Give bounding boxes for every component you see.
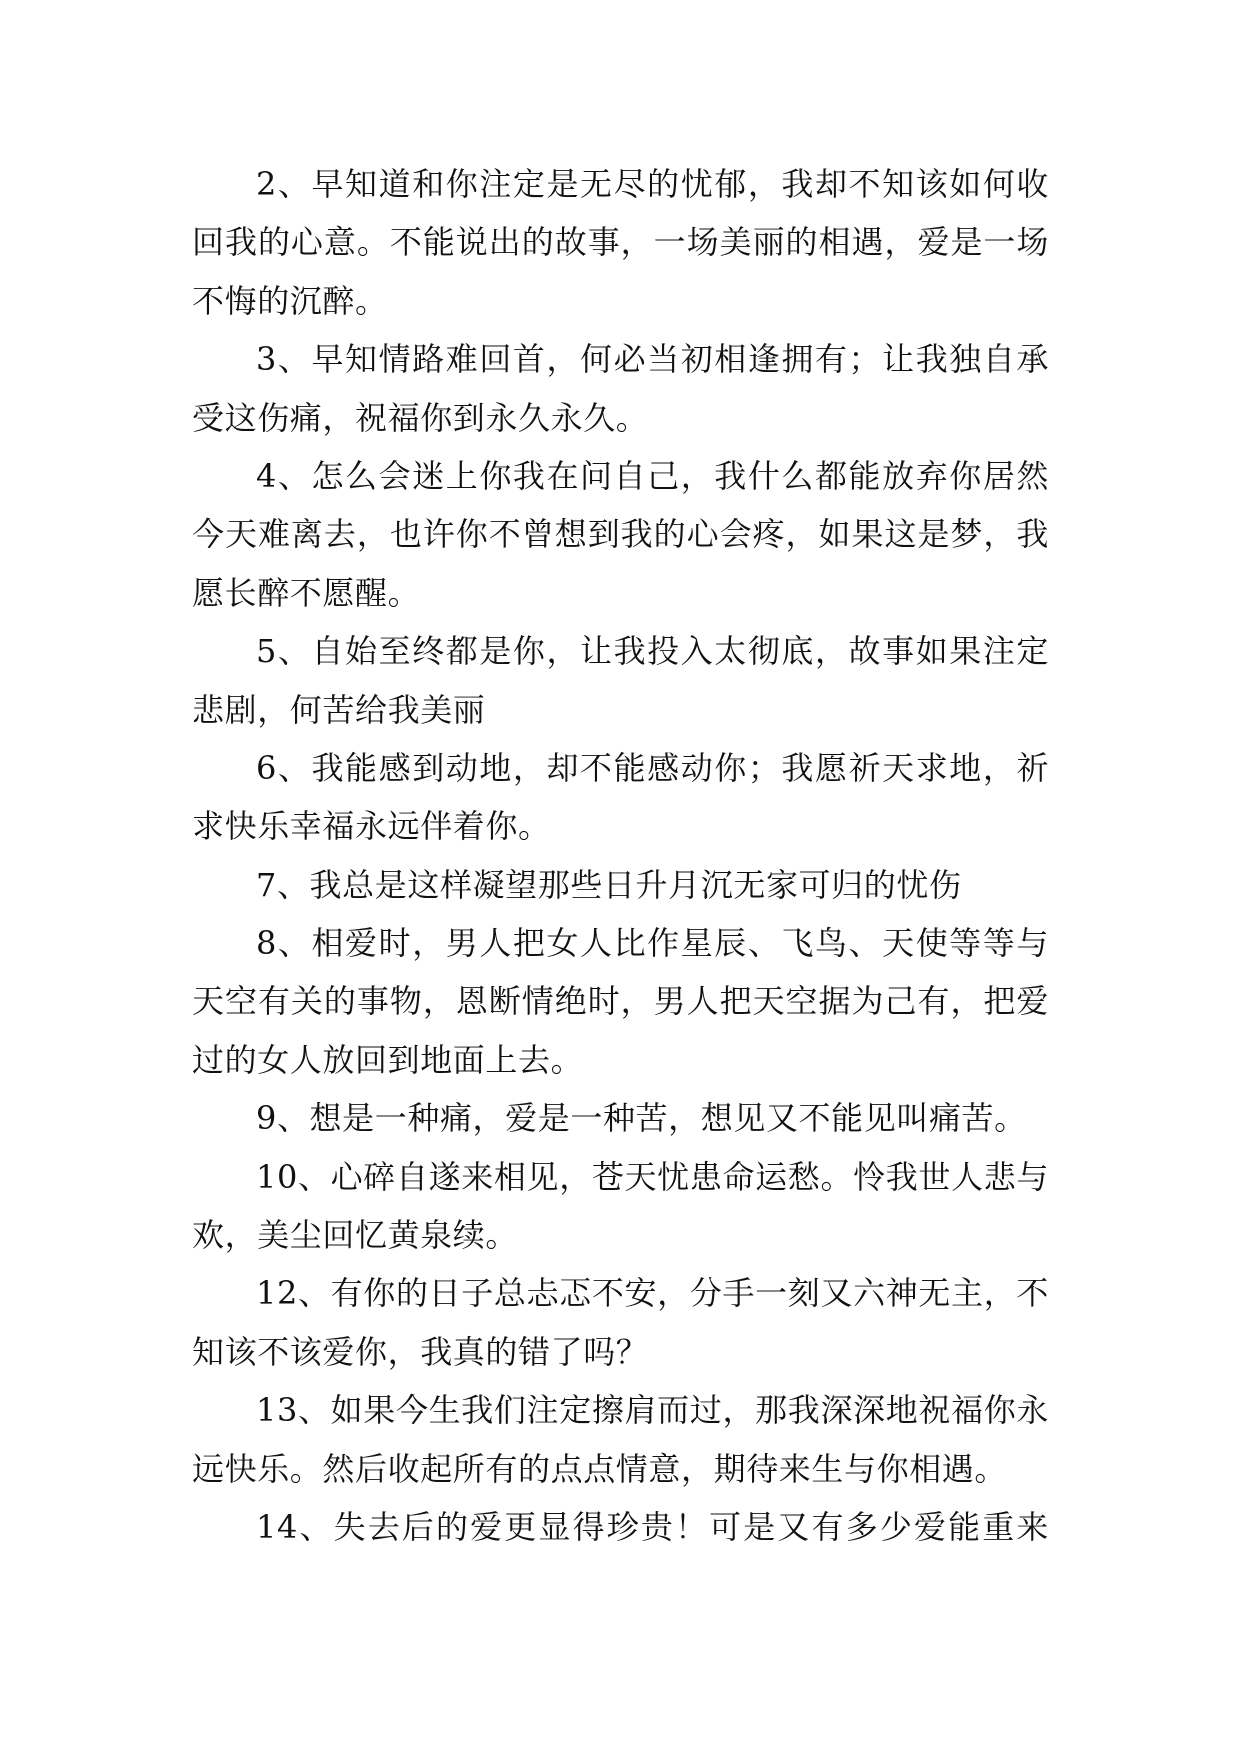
paragraph-line: 9、想是一种痛，爱是一种苦，想见又不能见叫痛苦。 <box>256 1099 1027 1138</box>
paragraph-3 <box>192 330 1049 447</box>
document-body <box>192 155 1049 1556</box>
paragraph-line: 14、失去后的爱更显得珍贵！可是又有多少爱能重来 <box>256 1507 1049 1546</box>
paragraph-6 <box>192 739 1049 856</box>
paragraph-line: 知该不该爱你，我真的错了吗？ <box>192 1332 649 1371</box>
paragraph-line: 7、我总是这样凝望那些日升月沉无家可归的忧伤 <box>256 865 962 904</box>
paragraph-7 <box>192 856 1049 914</box>
paragraph-line: 过的女人放回到地面上去。 <box>192 1040 584 1079</box>
paragraph-4 <box>192 447 1049 622</box>
paragraph-line: 8、相爱时，男人把女人比作星辰、飞鸟、天使等等与 <box>256 924 1049 963</box>
paragraph-line: 2、早知道和你注定是无尽的忧郁，我却不知该如何收 <box>256 165 1049 203</box>
paragraph-line: 3、早知情路难回首，何必当初相逢拥有；让我独自承 <box>256 340 1049 379</box>
paragraph-line: 天空有关的事物，恩断情绝时，男人把天空据为己有，把爱 <box>192 982 1049 1021</box>
paragraph-8 <box>192 914 1049 1089</box>
paragraph-line: 10、心碎自遂来相见，苍天忧患命运愁。怜我世人悲与 <box>256 1157 1049 1196</box>
paragraph-line: 不悔的沉醉。 <box>192 281 388 320</box>
paragraph-line: 受这伤痛，祝福你到永久永久。 <box>192 398 649 437</box>
paragraph-line: 12、有你的日子总忐忑不安，分手一刻又六神无主，不 <box>256 1274 1049 1313</box>
paragraph-2 <box>192 155 1049 330</box>
paragraph-line: 5、自始至终都是你，让我投入太彻底，故事如果注定 <box>256 632 1049 671</box>
paragraph-line: 愿长醉不愿醒。 <box>192 573 421 612</box>
paragraph-line: 欢，美尘回忆黄泉续。 <box>192 1216 519 1255</box>
paragraph-12 <box>192 1264 1049 1381</box>
paragraph-line: 13、如果今生我们注定擦肩而过，那我深深地祝福你永 <box>256 1391 1049 1430</box>
paragraph-line: 今天难离去，也许你不曾想到我的心会疼，如果这是梦，我 <box>192 515 1049 554</box>
paragraph-5 <box>192 622 1049 739</box>
paragraph-line: 求快乐幸福永远伴着你。 <box>192 807 551 846</box>
paragraph-line: 悲剧，何苦给我美丽 <box>192 690 486 729</box>
paragraph-9 <box>192 1089 1049 1147</box>
paragraph-line: 远快乐。然后收起所有的点点情意，期待来生与你相遇。 <box>192 1449 1008 1488</box>
paragraph-13 <box>192 1381 1049 1498</box>
paragraph-10 <box>192 1148 1049 1265</box>
paragraph-14 <box>192 1498 1049 1556</box>
paragraph-line: 4、怎么会迷上你我在问自己，我什么都能放弃你居然 <box>256 456 1049 495</box>
paragraph-line: 回我的心意。不能说出的故事，一场美丽的相遇，爱是一场 <box>192 223 1049 262</box>
paragraph-line: 6、我能感到动地，却不能感动你；我愿祈天求地，祈 <box>256 748 1049 787</box>
